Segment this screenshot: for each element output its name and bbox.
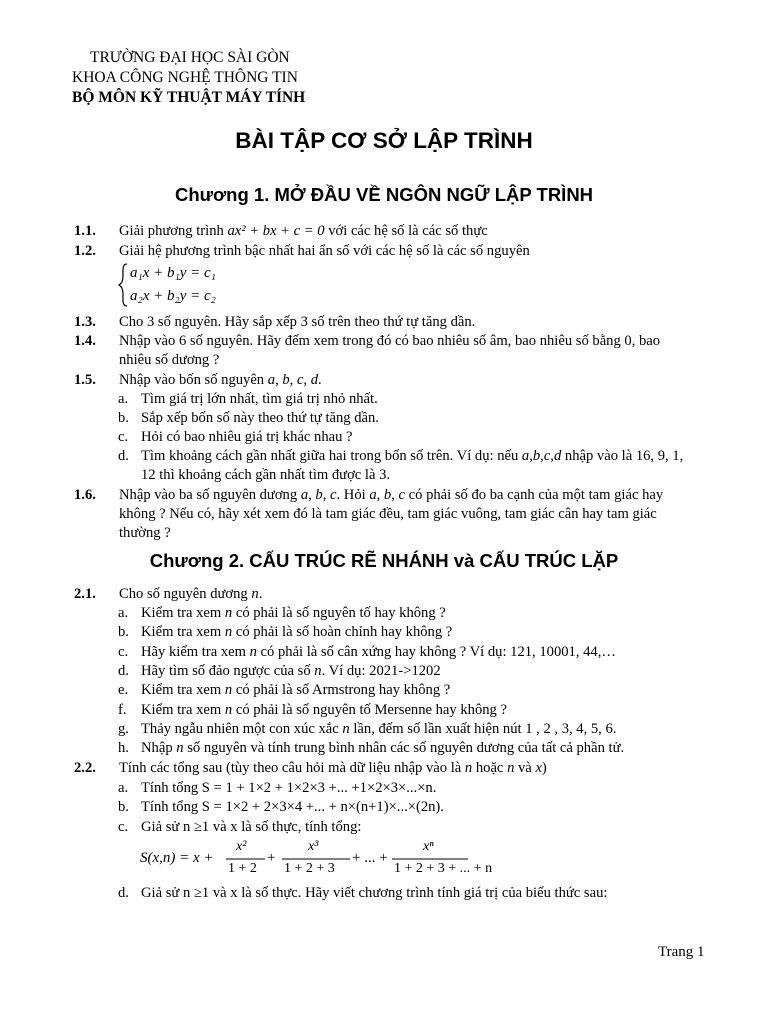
item-marker: f. (118, 702, 127, 718)
exercise-2-2-b: Tính tổng S = 1×2 + 2×3×4 +... + n×(n+1)×...×(2n). (141, 799, 444, 815)
item-marker: g. (118, 721, 129, 737)
exercise-1-5-d-cont: 12 thì khoảng cách gần nhất tìm được là 3. (141, 467, 391, 483)
item-marker: c. (118, 819, 129, 835)
exercise-1-6-text-cont: không ? Nếu có, hãy xét xem đó là tam giác đều, tam giác vuông, tam giác cân hay tam giác (119, 506, 657, 522)
exercise-text: Tìm khoảng cách gần nhất giữa hai trong bốn số trên. Ví dụ: nếu (141, 448, 522, 464)
exercise-text: Thảy ngẫu nhiên một con xúc xắc (141, 721, 343, 737)
exercise-text: Kiểm tra xem (141, 682, 225, 698)
variable: a (300, 487, 309, 503)
exercise-2-2-text (119, 759, 547, 777)
exercise-text: lần, đếm số lần xuất hiện nút 1 , 2 , 3, 4, 5, 6. (349, 721, 617, 737)
exercise-text: số nguyên và tính trung bình nhân các số nguyên dương của tất cả phần tử. (183, 740, 625, 756)
faculty-name: KHOA CÔNG NGHỆ THÔNG TIN (72, 69, 298, 86)
variable: n (176, 740, 184, 756)
exercise-2-1-item (141, 604, 446, 622)
exercise-text: , (308, 487, 316, 503)
item-marker: d. (118, 885, 129, 901)
exercise-text: , (322, 487, 330, 503)
variable: n (224, 624, 233, 640)
item-marker: c. (118, 429, 129, 445)
item-marker: a. (118, 605, 129, 621)
exercise-2-1-text (119, 585, 262, 603)
exercise-text: Cho số nguyên dương (119, 586, 252, 602)
system-equation-2: a₂x + b₂y = c₂ (130, 288, 216, 304)
item-marker: d. (118, 663, 129, 679)
numerator-3: xⁿ (423, 839, 434, 854)
exercise-2-1-item (141, 701, 507, 719)
exercise-text: Nhập vào ba số nguyên dương (119, 487, 301, 503)
system-equation-1: a₁x + b₁y = c₁ (130, 265, 216, 281)
variable: a (369, 487, 377, 503)
chapter-1-heading: Chương 1. MỞ ĐẦU VỀ NGÔN NGỮ LẬP TRÌNH (174, 184, 594, 205)
variable: n (314, 663, 322, 679)
exercise-1-3-text: Cho 3 số nguyên. Hãy sắp xếp 3 số trên theo thứ tự tăng dần. (119, 314, 476, 330)
chapter-2-heading: Chương 2. CẤU TRÚC RẼ NHÁNH và CẤU TRÚC LẶP (149, 550, 619, 571)
variable-list: a, b, c, d (267, 372, 319, 388)
exercise-2-1-item (141, 739, 624, 757)
exercise-2-1-item (141, 643, 616, 661)
denominator-2: 1 + 2 + 3 (284, 861, 335, 876)
item-marker: b. (118, 410, 129, 426)
variable-list: a,b,c,d (521, 448, 562, 464)
exercise-text: , (391, 487, 399, 503)
institution-header (72, 48, 305, 108)
exercise-number: 1.4. (74, 333, 96, 349)
exercise-text: Giải phương trình (119, 223, 228, 239)
variable: x (535, 760, 542, 776)
exercise-number: 1.6. (74, 487, 96, 503)
denominator-3: 1 + 2 + 3 + ... + n (394, 861, 493, 876)
exercise-1-4-text: Nhập vào 6 số nguyên. Hãy đếm xem trong đó có bao nhiêu số âm, bao nhiêu số bằng 0, bao (119, 333, 661, 349)
numerator-2: x³ (308, 839, 319, 854)
exercise-2-1-item (141, 623, 452, 641)
exercise-text: ) (541, 760, 547, 776)
exercise-number: 1.2. (74, 243, 96, 259)
exercise-text: Nhập vào bốn số nguyên (119, 372, 268, 388)
exercise-text: Tính các tổng sau (tùy theo câu hỏi mà dữ liệu nhập vào là (119, 760, 465, 776)
exercise-2-2-a: Tính tổng S = 1 + 1×2 + 1×2×3 +... +1×2×3×...×n. (141, 780, 437, 796)
formula-lhs: S(x,n) = x + (140, 850, 214, 866)
quadratic-equation: ax² + bx + c = 0 (227, 223, 325, 239)
university-name: TRƯỜNG ĐẠI HỌC SÀI GÒN (90, 49, 290, 66)
variable: n (342, 721, 350, 737)
exercise-2-1-item (141, 662, 441, 680)
exercise-text: có phải là số hoàn chỉnh hay không ? (232, 624, 453, 640)
exercise-number: 1.5. (74, 372, 96, 388)
exercise-number: 2.1. (74, 586, 96, 602)
exercise-text: Hãy kiểm tra xem (141, 644, 250, 660)
exercise-1-6-text (119, 486, 663, 504)
variable: b (383, 487, 392, 503)
variable: n (507, 760, 515, 776)
item-marker: h. (118, 740, 129, 756)
exercise-1-1-text (119, 222, 488, 240)
item-marker: a. (118, 391, 129, 407)
variable: n (224, 682, 233, 698)
item-marker: d. (118, 448, 129, 464)
exercise-text: . Ví dụ: 2021->1202 (321, 663, 441, 679)
variable: n (464, 760, 473, 776)
exercise-1-4-text-cont: nhiêu số dương ? (119, 352, 220, 368)
numerator-1: x² (236, 839, 247, 854)
exercise-text: Kiểm tra xem (141, 605, 225, 621)
item-marker: a. (118, 780, 129, 796)
exercise-1-5-c: Hỏi có bao nhiêu giá trị khác nhau ? (141, 429, 353, 445)
item-marker: b. (118, 799, 129, 815)
exercise-text: nhập vào là 16, 9, 1, (561, 448, 684, 464)
exercise-text: có phải là số Armstrong hay không ? (232, 682, 451, 698)
variable: b (315, 487, 323, 503)
department-name: BỘ MÔN KỸ THUẬT MÁY TÍNH (72, 89, 306, 106)
exercise-2-2-d: Giả sử n ≥1 và x là số thực. Hãy viết chương trình tính giá trị của biểu thức sau: (141, 885, 608, 901)
exercise-text: , (376, 487, 384, 503)
exercise-1-2-text: Giải hệ phương trình bậc nhất hai ẩn số với các hệ số là các số nguyên (119, 243, 530, 259)
document-title: BÀI TẬP CƠ SỞ LẬP TRÌNH (235, 128, 533, 153)
exercise-2-1-item (141, 681, 450, 699)
item-marker: e. (118, 682, 129, 698)
sum-formula (140, 838, 493, 880)
exercise-1-5-b: Sắp xếp bốn số này theo thứ tự tăng dần. (141, 410, 379, 426)
ellipsis-plus: + ... + (352, 850, 388, 866)
plus-sign: + (267, 850, 276, 866)
exercise-number: 2.2. (74, 760, 96, 776)
exercise-2-2-c: Giả sử n ≥1 và x là số thực, tính tổng: (141, 819, 362, 835)
page-number: Trang 1 (658, 944, 705, 960)
item-marker: b. (118, 624, 129, 640)
variable: n (251, 586, 259, 602)
denominator-1: 1 + 2 (228, 861, 257, 876)
variable: n (224, 702, 233, 718)
exercise-text: có phải là số cân xứng hay không ? Ví dụ: 121, 10001, 44,… (256, 644, 616, 660)
exercise-2-1-item (141, 720, 616, 738)
exercise-text: . (258, 586, 263, 602)
exercise-1-5-text (119, 371, 322, 389)
exercise-number: 1.3. (74, 314, 96, 330)
exercise-text: có phải là số nguyên tố hay không ? (232, 605, 446, 621)
exercise-text: với các hệ số là các số thực (324, 223, 488, 239)
exercise-1-5-a: Tìm giá trị lớn nhất, tìm giá trị nhỏ nhất. (141, 391, 378, 407)
variable: n (224, 605, 233, 621)
exercise-text: hoặc (472, 760, 508, 776)
variable: c (330, 487, 337, 503)
exercise-text: và (514, 760, 536, 776)
exercise-text: Hãy tìm số đảo ngược của số (141, 663, 315, 679)
variable: n (249, 644, 257, 660)
exercise-text: Kiểm tra xem (141, 624, 225, 640)
exercise-text: Kiểm tra xem (141, 702, 225, 718)
exercise-number: 1.1. (74, 223, 96, 239)
equation-system (118, 262, 248, 308)
variable: c (398, 487, 405, 503)
exercise-text: . (318, 372, 322, 388)
exercise-1-6-text-cont2: thường ? (119, 525, 171, 541)
item-marker: c. (118, 644, 129, 660)
exercise-text: có phải số đo ba cạnh của một tam giác hay (405, 487, 664, 503)
exercise-text: . Hỏi (336, 487, 370, 503)
exercise-text: có phải là số nguyên tố Mersenne hay không ? (232, 702, 507, 718)
exercise-text: Nhập (141, 740, 177, 756)
exercise-1-5-d (141, 447, 683, 465)
